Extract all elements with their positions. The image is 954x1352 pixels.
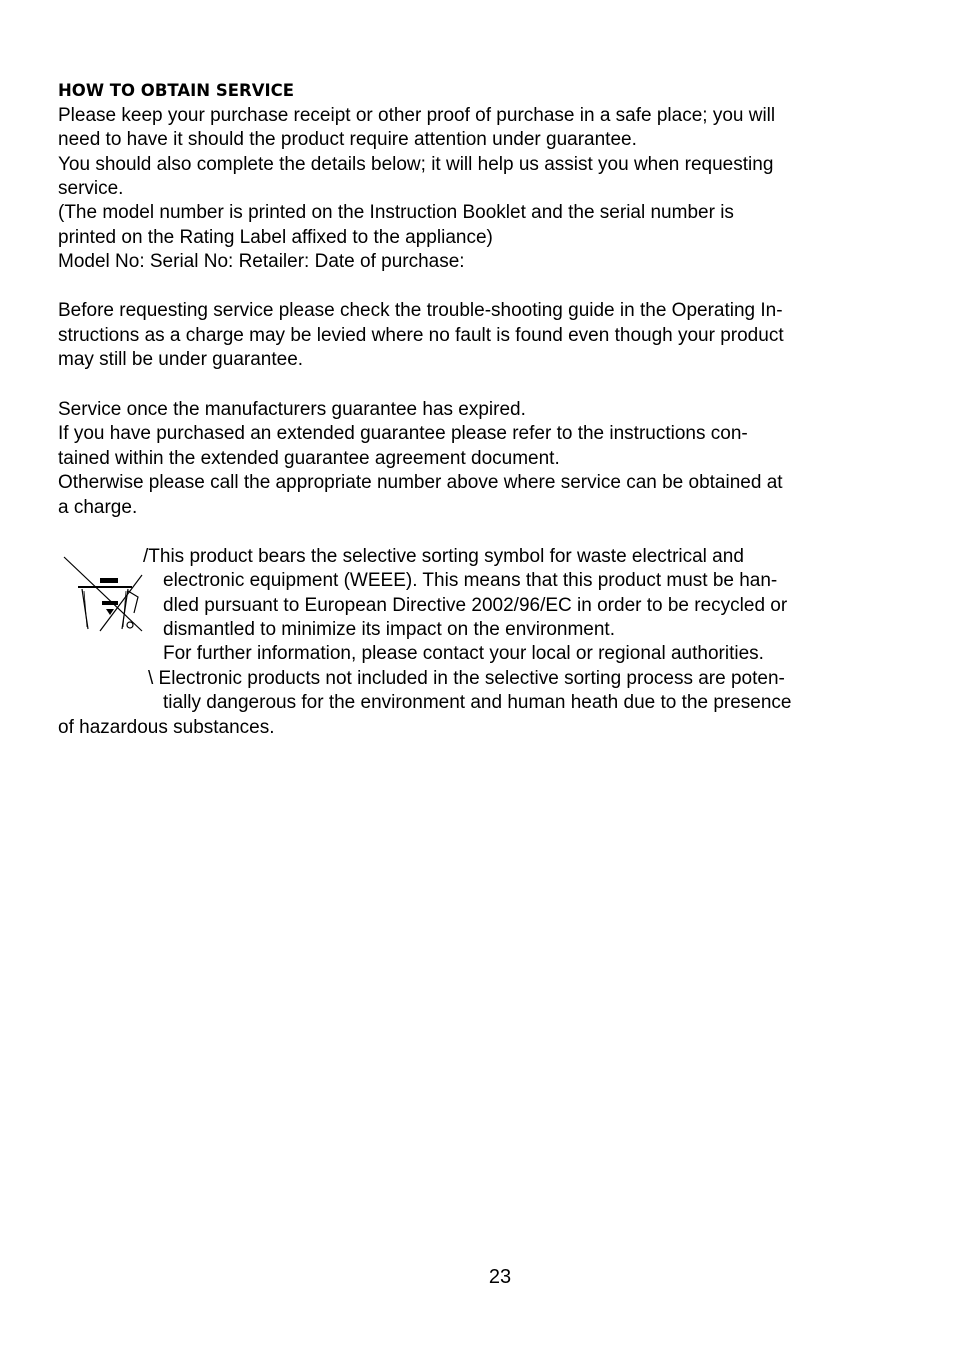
intro-line: service. (58, 178, 124, 199)
expired-line: a charge. (58, 497, 138, 518)
intro-line: Please keep your purchase receipt or other proof of purchase in a safe place; you will (58, 105, 776, 126)
intro-line: You should also complete the details below; it will help us assist you when requesting (58, 154, 774, 175)
weee-line: For further information, please contact your local or regional authorities. (163, 643, 764, 664)
expired-line: tained within the extended guarantee agreement document. (58, 448, 560, 469)
troubleshoot-line: may still be under guarantee. (58, 349, 304, 370)
weee-line: tially dangerous for the environment and human heath due to the presence (163, 692, 792, 713)
expired-line: If you have purchased an extended guarantee please refer to the instructions con- (58, 423, 748, 444)
troubleshoot-line: Before requesting service please check the trouble-shooting guide in the Operating In- (58, 300, 783, 321)
expired-line: Otherwise please call the appropriate number above where service can be obtained at (58, 472, 783, 493)
intro-line: printed on the Rating Label affixed to the appliance) (58, 227, 493, 248)
page-number: 23 (488, 1266, 512, 1288)
details-line: Model No: Serial No: Retailer: Date of purchase: (58, 251, 465, 272)
weee-line: \ Electronic products not included in the selective sorting process are poten- (148, 668, 785, 689)
intro-line: (The model number is printed on the Instruction Booklet and the serial number is (58, 202, 734, 223)
weee-line: of hazardous substances. (58, 717, 275, 738)
weee-line: electronic equipment (WEEE). This means that this product must be han- (163, 570, 778, 591)
weee-line: /This product bears the selective sorting symbol for waste electrical and (143, 546, 744, 567)
crossed-out-wheelie-bin-icon (62, 553, 146, 635)
section-heading: HOW TO OBTAIN SERVICE (58, 81, 294, 100)
weee-line: dismantled to minimize its impact on the environment. (163, 619, 615, 640)
intro-line: need to have it should the product require attention under guarantee. (58, 129, 637, 150)
expired-line: Service once the manufacturers guarantee has expired. (58, 399, 526, 420)
weee-line: dled pursuant to European Directive 2002/96/EC in order to be recycled or (163, 595, 788, 616)
troubleshoot-line: structions as a charge may be levied where no fault is found even though your product (58, 325, 784, 346)
